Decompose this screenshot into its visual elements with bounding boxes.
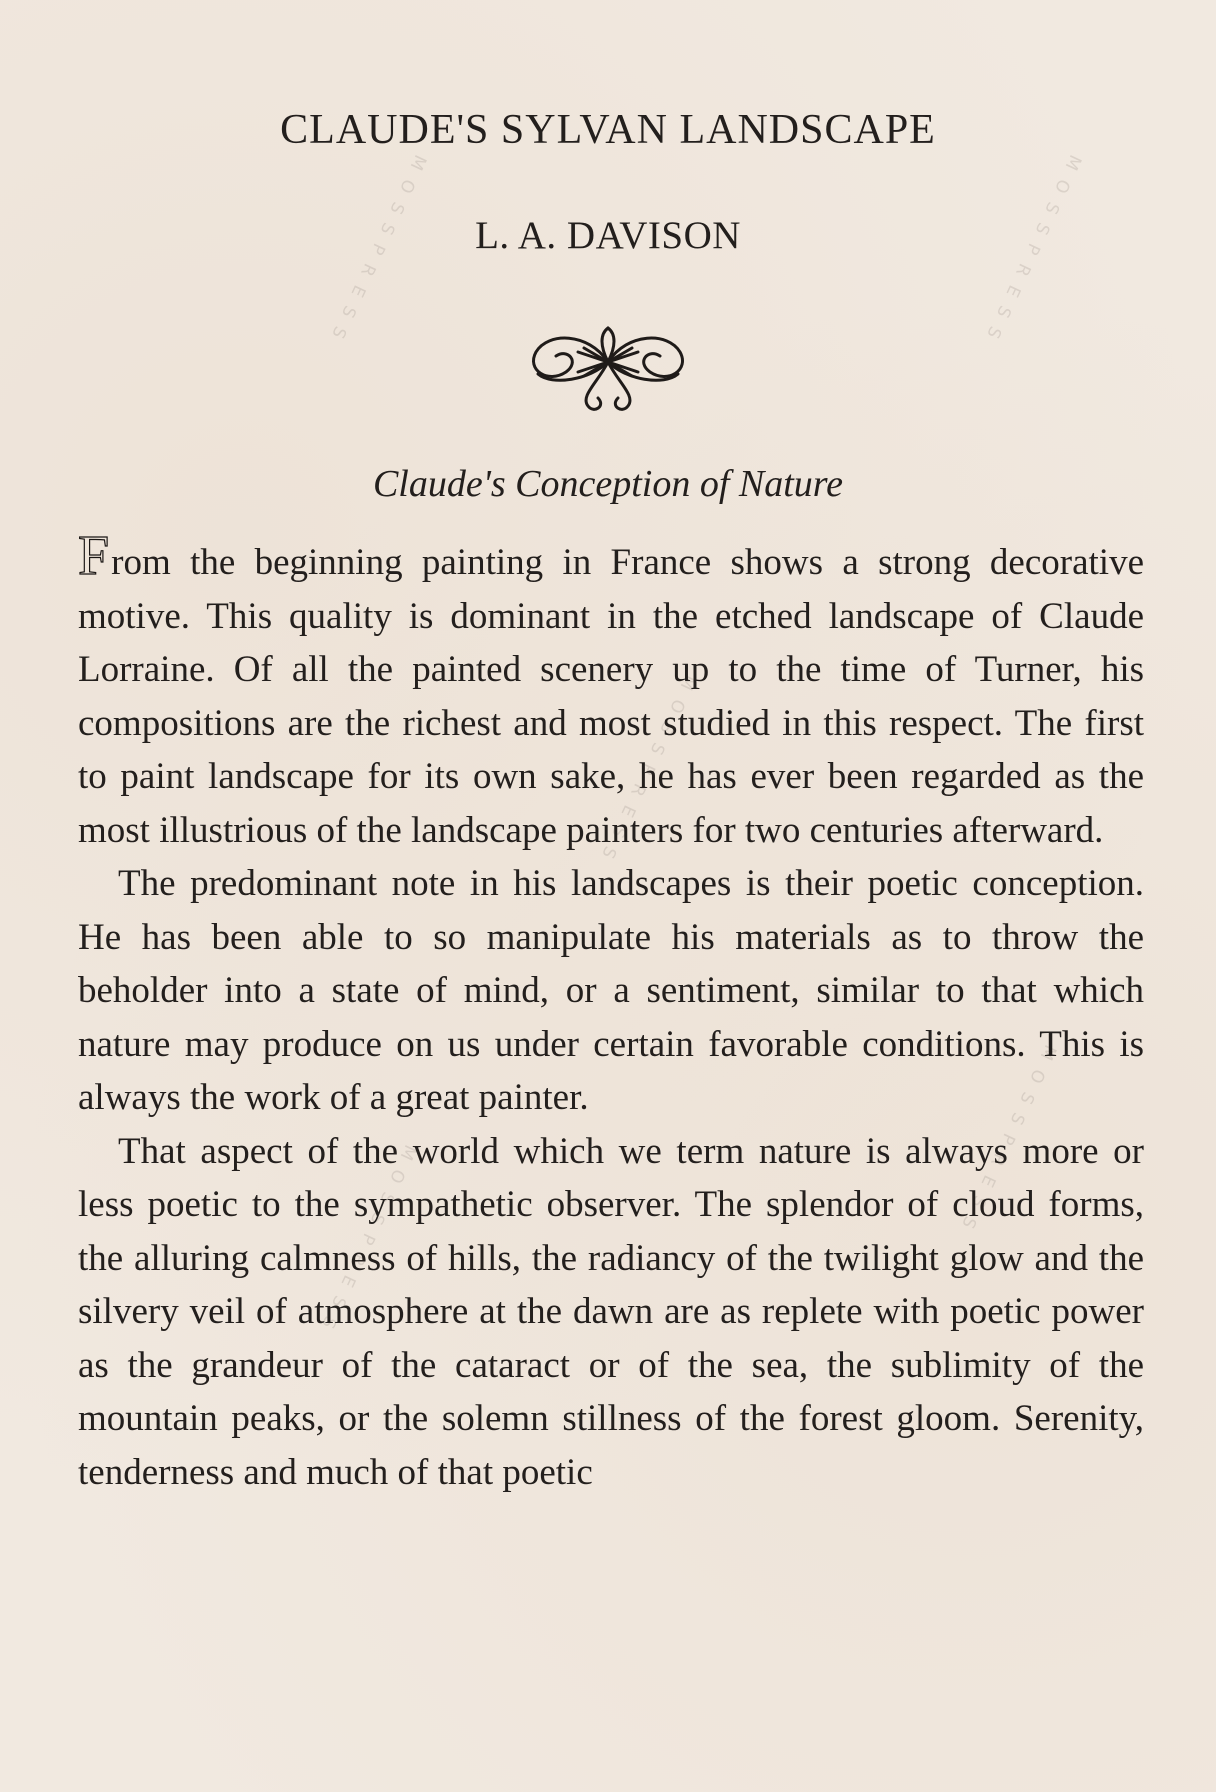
watermark-right: MOSSPRESS <box>977 151 1085 353</box>
body-text <box>78 525 1144 1499</box>
watermark-lower-left: MOSSPRESS <box>312 1141 420 1343</box>
paragraph-2: The predominant note in his landscapes is their poetic conception. He has been able to so manipulate his materials as to throw the beholder into a state of mind, or a sentiment, similar to that which nature may produce on us under certain favorable conditions. This is always the work of a great painter. <box>78 863 1144 1118</box>
scroll-flourish-ornament-icon <box>518 322 698 414</box>
watermark-center: MOSSPRESS <box>592 671 700 873</box>
paragraph-3: That aspect of the world which we term nature is always more or less poetic to the sympathetic observer. The splendor of cloud forms, the alluring calmness of hills, the radiancy of the twilight glow and the silvery veil of atmosphere at the dawn are as replete with poetic power as the grandeur of the cataract or of the sea, the sublimity of the mountain peaks, or the solemn stillness of the forest gloom. Serenity, tenderness and much of that poetic <box>78 1130 1144 1493</box>
section-subtitle: Claude's Conception of Nature <box>372 463 844 505</box>
watermark-left: MOSSPRESS <box>322 151 430 353</box>
page-title: CLAUDE'S SYLVAN LANDSCAPE <box>280 107 936 153</box>
author-name: L. A. DAVISON <box>475 214 741 257</box>
watermark-lower-right: MOSSPRESS <box>952 1041 1060 1243</box>
paragraph-text: rom the beginning painting in France shows a strong decorative motive. This quality is dominant in the etched landscape of Claude Lorraine. Of all the painted scenery up to the time of Turner, his compositions are the richest and most studied in this respect. The first to paint landscape for its own sake, he has ever been regarded as the most illustrious of the landscape painters for two centuries afterward. <box>78 542 1144 851</box>
drop-cap: F <box>78 525 110 587</box>
paragraph-1 <box>78 525 1144 857</box>
